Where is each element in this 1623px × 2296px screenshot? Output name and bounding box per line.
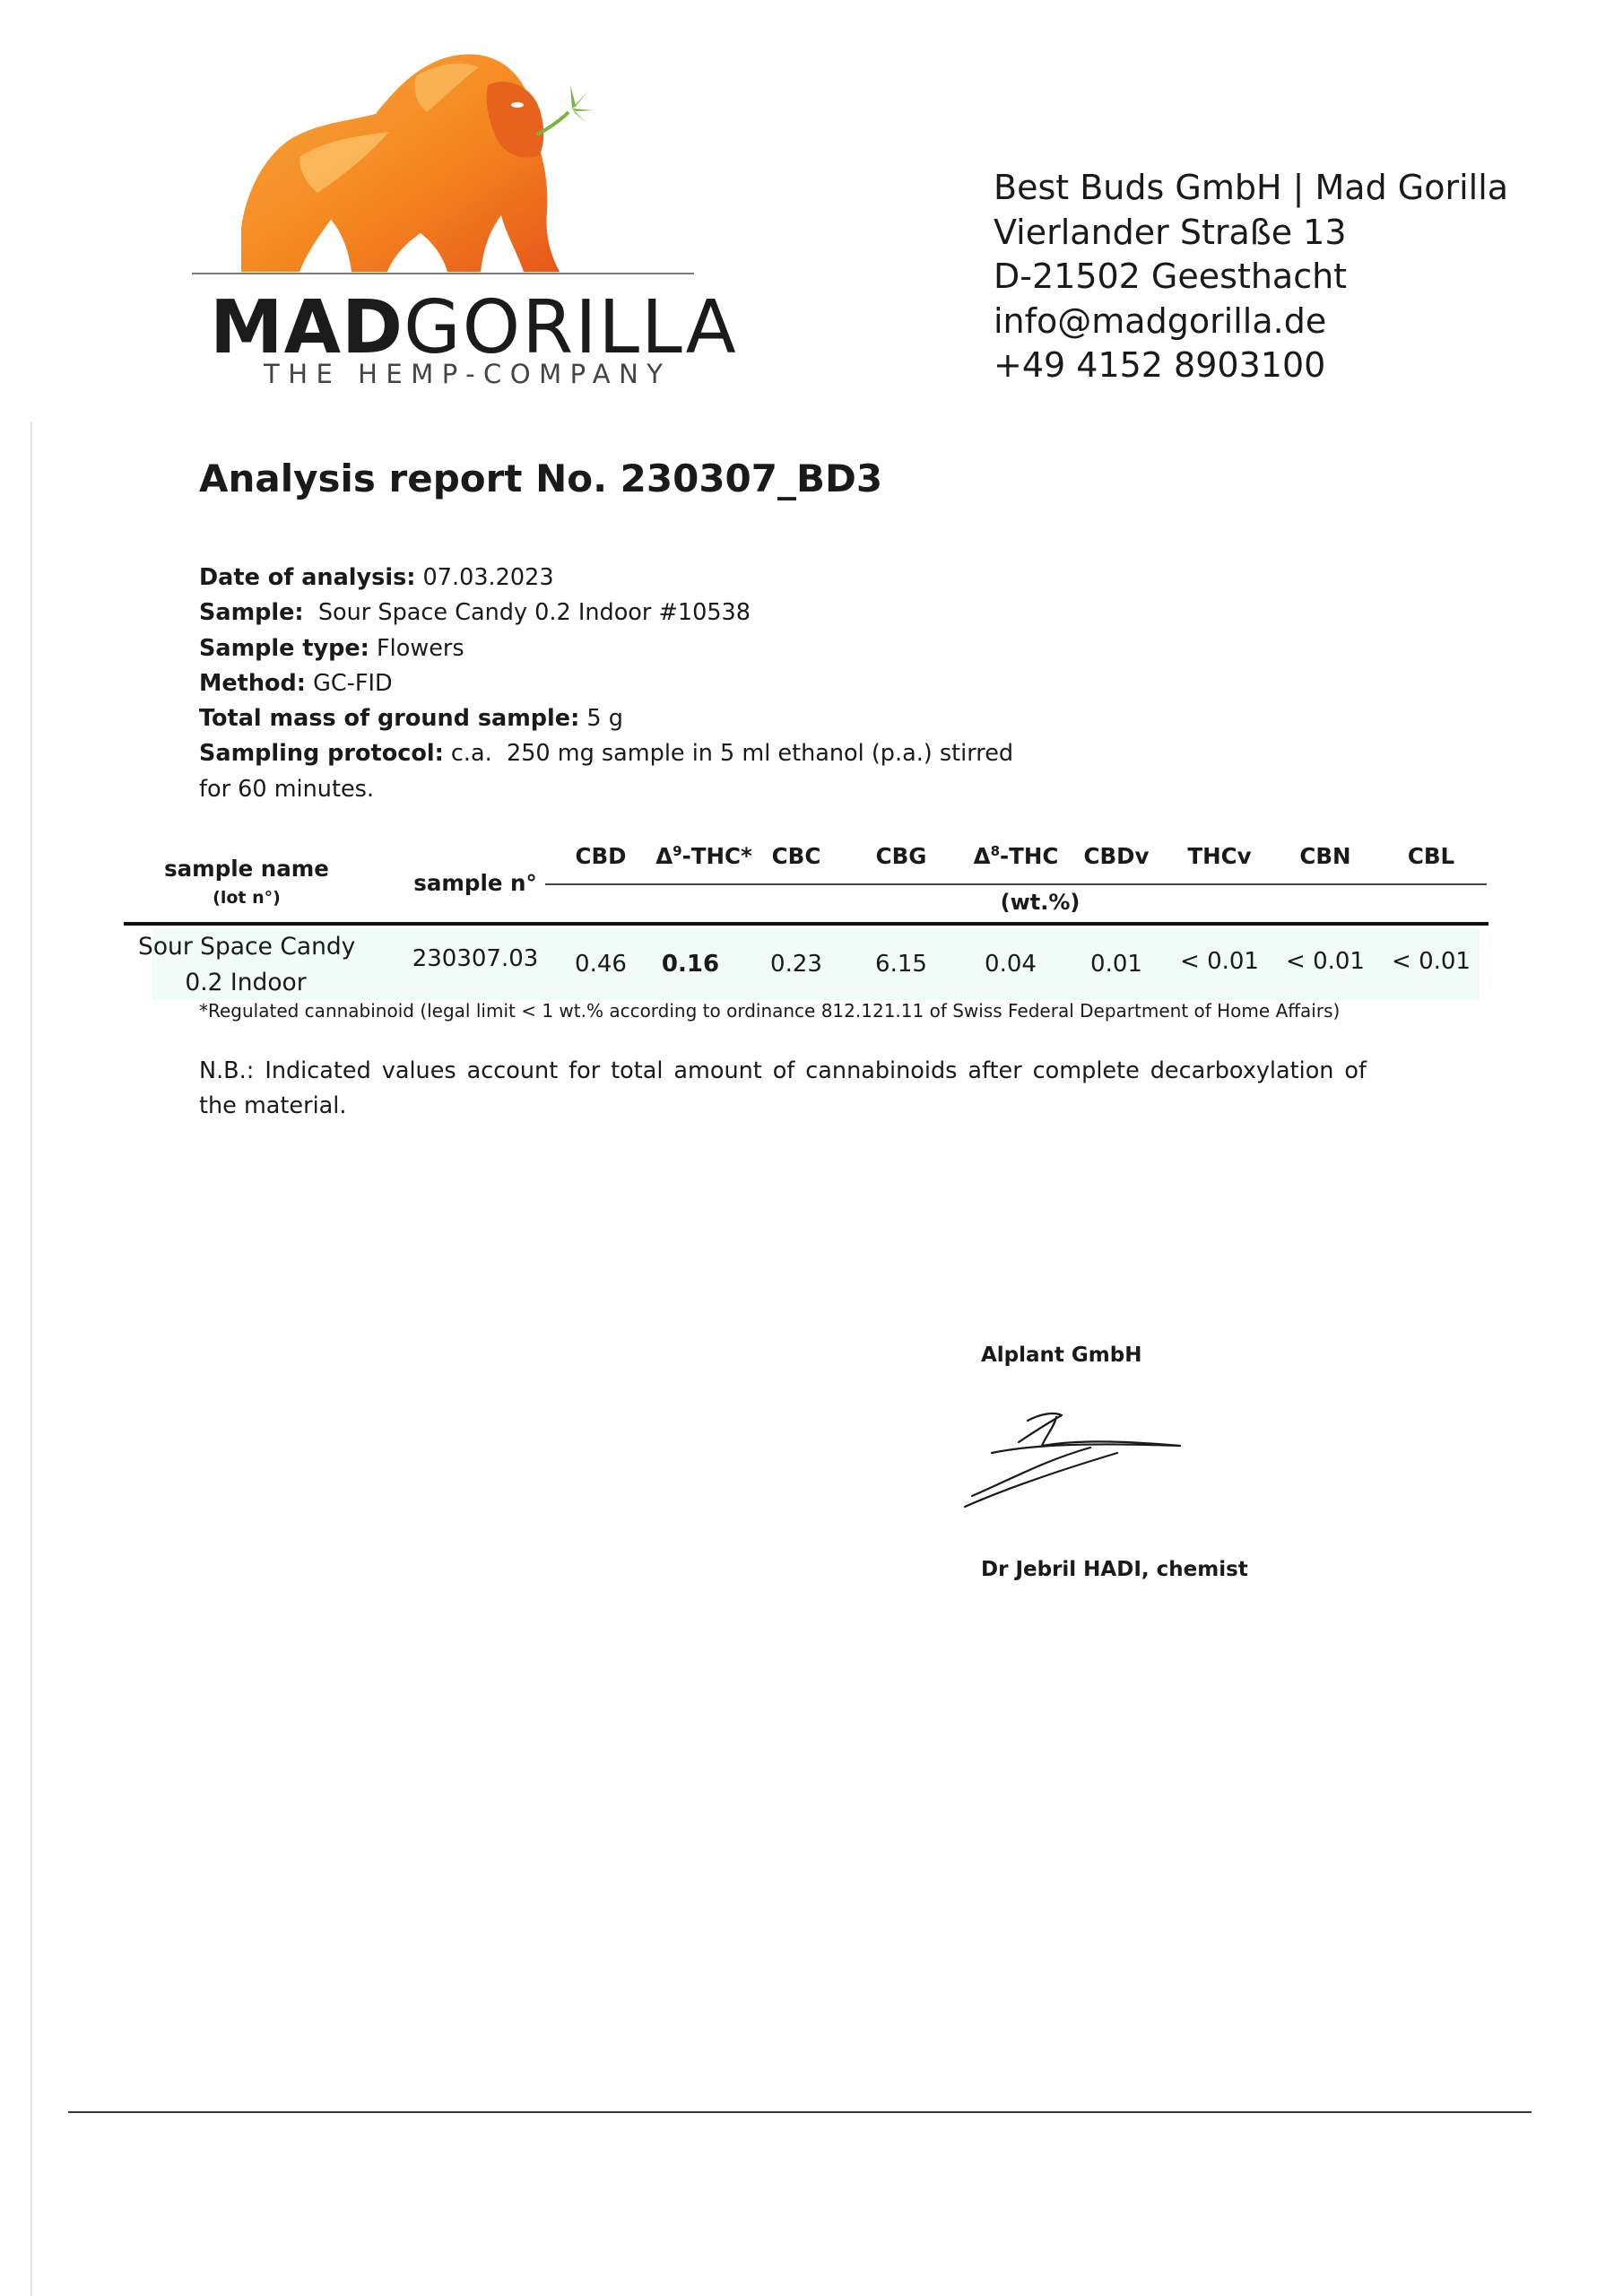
header-rule bbox=[545, 883, 1487, 885]
info-sample bbox=[199, 596, 1051, 631]
info-sample-type bbox=[199, 631, 1051, 666]
cell-sample-no: 230307.03 bbox=[412, 945, 539, 972]
col-header-d8-thc: $\Delta^8$-THC bbox=[973, 843, 1059, 870]
info-value: Flowers bbox=[369, 634, 464, 662]
cell-d9-thc: 0.16 bbox=[661, 951, 720, 978]
handwritten-signature bbox=[956, 1406, 1198, 1514]
info-value: GC-FID bbox=[305, 669, 393, 697]
info-date bbox=[199, 561, 1051, 596]
gorilla-with-hemp-leaf-icon bbox=[192, 49, 699, 274]
col-header-sample-no: sample n° bbox=[413, 870, 537, 896]
info-label: Sample type: bbox=[199, 634, 369, 662]
col-header-thcv: THCv bbox=[1187, 843, 1252, 870]
cell-cbg: 6.15 bbox=[875, 951, 927, 978]
info-value: 5 g bbox=[579, 705, 623, 733]
cannabinoid-table bbox=[117, 843, 1488, 1022]
col-header-cbd: CBD bbox=[575, 843, 627, 870]
table-footnote: *Regulated cannabinoid (legal limit < 1 wt.% according to ordinance 812.121.11 of Swiss Federal Department of Home Affairs) bbox=[199, 1000, 1341, 1022]
cell-cbdv: 0.01 bbox=[1090, 951, 1142, 978]
col-header-d9-thc: $\Delta^9-THC*$ bbox=[655, 843, 752, 870]
col-header-cbn: CBN bbox=[1299, 843, 1351, 870]
info-label: Method: bbox=[199, 669, 306, 697]
col-header-cbl: CBL bbox=[1407, 843, 1455, 870]
cell-cbn: < 0.01 bbox=[1286, 948, 1365, 975]
company-name: Best Buds GmbH | Mad Gorilla bbox=[994, 168, 1509, 207]
brand-logo bbox=[192, 49, 738, 390]
cell-d8-thc: 0.04 bbox=[985, 951, 1037, 978]
brand-name-bold: MAD bbox=[210, 285, 404, 370]
info-value: 07.03.2023 bbox=[415, 564, 554, 591]
company-street: Vierlander Straße 13 bbox=[994, 212, 1347, 252]
info-total-mass bbox=[199, 701, 1051, 736]
cell-sample-name: Sour Space Candy 0.2 Indoor bbox=[138, 933, 356, 996]
info-label: Total mass of ground sample: bbox=[199, 705, 580, 733]
col-subheader-lot: (lot n°) bbox=[213, 888, 281, 908]
info-value: c.a. 250 mg sample in 5 ml ethanol (p.a.) stirred for 60 minutes. bbox=[199, 740, 1021, 803]
brand-name-light: GORILLA bbox=[404, 285, 738, 370]
col-header-cbc: CBC bbox=[771, 843, 821, 870]
col-header-cbg: CBG bbox=[875, 843, 927, 870]
info-value: Sour Space Candy 0.2 Indoor #10538 bbox=[303, 599, 751, 627]
analysis-info bbox=[199, 561, 1051, 807]
logo-divider bbox=[192, 273, 694, 274]
cell-cbd: 0.46 bbox=[575, 951, 627, 978]
col-header-sample-name: sample name bbox=[164, 856, 329, 882]
info-label: Date of analysis: bbox=[199, 564, 416, 591]
cell-cbl: < 0.01 bbox=[1392, 948, 1471, 975]
brand-tagline: THE HEMP-COMPANY bbox=[264, 359, 672, 389]
page-title: Analysis report No. 230307_BD3 bbox=[199, 457, 883, 500]
info-label: Sampling protocol: bbox=[199, 740, 444, 768]
info-label: Sample: bbox=[199, 599, 304, 627]
info-sampling-protocol bbox=[199, 736, 1024, 807]
signer-name: Dr Jebril HADI, chemist bbox=[981, 1558, 1248, 1581]
col-header-cbdv: CBDv bbox=[1083, 843, 1150, 870]
scan-edge bbox=[30, 422, 32, 2296]
table-header-divider bbox=[124, 922, 1488, 926]
cell-cbc: 0.23 bbox=[770, 951, 822, 978]
company-email: info@madgorilla.de bbox=[994, 300, 1327, 341]
decarboxylation-note: N.B.: Indicated values account for total amount of cannabinoids after complete decarboxylation of the material. bbox=[199, 1057, 1367, 1119]
signer-organization: Alplant GmbH bbox=[981, 1344, 1142, 1367]
company-phone: +49 4152 8903100 bbox=[994, 345, 1326, 385]
cell-thcv: < 0.01 bbox=[1180, 948, 1259, 975]
info-method bbox=[199, 666, 1051, 701]
company-address bbox=[994, 166, 1508, 388]
unit-label: (wt.%) bbox=[1000, 890, 1081, 915]
footer-rule bbox=[68, 2111, 1532, 2113]
brand-wordmark bbox=[210, 285, 738, 370]
company-city: D-21502 Geesthacht bbox=[994, 257, 1348, 296]
